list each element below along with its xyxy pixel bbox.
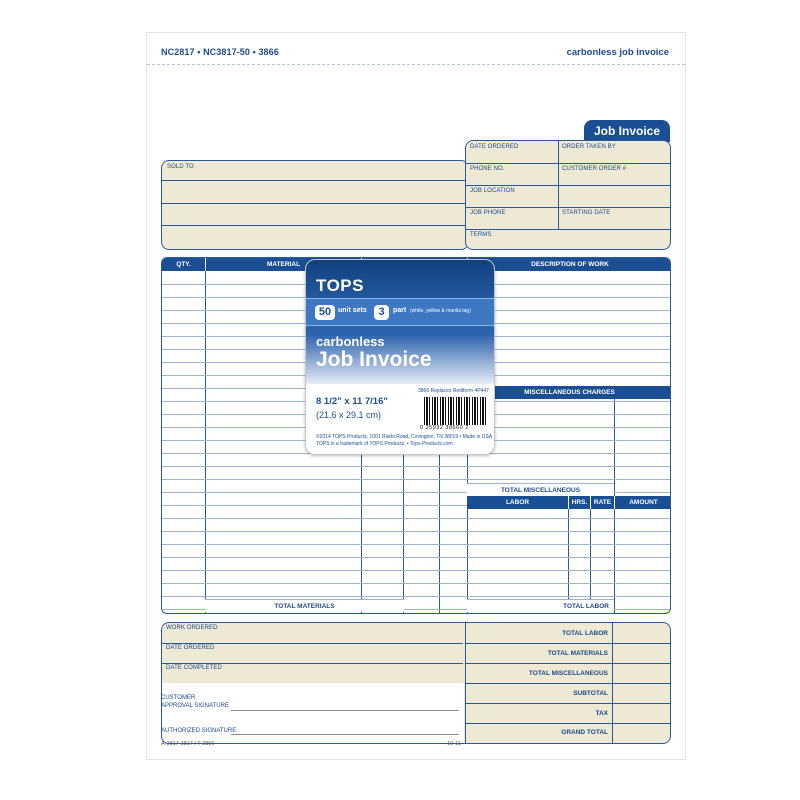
phone-no-label: PHONE NO. bbox=[470, 166, 505, 172]
total-misc-label: TOTAL MISCELLANEOUS bbox=[467, 483, 614, 496]
material-header: MATERIAL bbox=[205, 258, 361, 271]
order-info-box bbox=[465, 140, 671, 250]
total-materials-label: TOTAL MATERIALS bbox=[205, 599, 404, 612]
table-row bbox=[162, 557, 671, 558]
table-row bbox=[162, 544, 671, 545]
perforation-line bbox=[147, 64, 685, 65]
sum-total-materials: TOTAL MATERIALS bbox=[547, 650, 608, 657]
rate-header: RATE bbox=[590, 496, 614, 509]
copyright-line-2: TOPS is a trademark of TOPS Products. • Tops-Products.com bbox=[316, 441, 453, 447]
table-row bbox=[162, 466, 671, 467]
date-ordered-label: DATE ORDERED bbox=[470, 144, 519, 150]
parts-count: 3 bbox=[374, 305, 389, 320]
unit-sets-count: 50 bbox=[315, 305, 335, 320]
date-completed-label: DATE COMPLETED bbox=[166, 665, 222, 671]
table-row bbox=[162, 570, 671, 571]
starting-date-label: STARTING DATE bbox=[562, 210, 611, 216]
size-cm: (21.6 x 29.1 cm) bbox=[316, 410, 382, 420]
total-labor-label: TOTAL LABOR bbox=[467, 599, 614, 612]
sold-to-label: SOLD TO bbox=[167, 164, 194, 170]
sum-total-misc: TOTAL MISCELLANEOUS bbox=[528, 670, 608, 677]
work-ordered-label: WORK ORDERED bbox=[166, 625, 218, 631]
sum-subtotal: SUBTOTAL bbox=[573, 690, 608, 697]
terms-label: TERMS bbox=[470, 232, 492, 238]
tops-logo: TOPS bbox=[316, 276, 364, 295]
authorized-signature-label: AUTHORIZED SIGNATURE bbox=[161, 728, 237, 734]
form-title: carbonless job invoice bbox=[566, 47, 669, 58]
job-phone-label: JOB PHONE bbox=[470, 210, 506, 216]
footer-date-code: 10-11 bbox=[447, 741, 461, 747]
form-codes: NC2817 • NC3817-50 • 3866 bbox=[161, 47, 279, 57]
footer-code: A-2817-3817 / T-3866 bbox=[161, 741, 215, 747]
summary-box bbox=[161, 622, 671, 744]
product-name: Job Invoice bbox=[316, 348, 432, 371]
misc-charges-header: MISCELLANEOUS CHARGES bbox=[467, 386, 671, 399]
table-row bbox=[162, 583, 671, 584]
parts-detail: (white, yellow & manila tag) bbox=[410, 308, 471, 314]
table-row bbox=[162, 479, 671, 480]
parts-text: part bbox=[393, 307, 407, 314]
sum-total-labor: TOTAL LABOR bbox=[562, 630, 608, 637]
table-row bbox=[162, 531, 671, 532]
job-location-label: JOB LOCATION bbox=[470, 188, 515, 194]
labor-header: LABOR bbox=[467, 496, 568, 509]
hrs-header: HRS. bbox=[568, 496, 590, 509]
sold-to-box bbox=[161, 160, 469, 250]
size-inches: 8 1/2" x 11 7/16" bbox=[316, 396, 388, 407]
copyright-line-1: ©2014 TOPS Products, 1001 Rialto Road, Covington, TN 38019 • Made in USA bbox=[316, 434, 493, 440]
upc-barcode bbox=[424, 397, 486, 425]
order-taken-by-label: ORDER TAKEN BY bbox=[562, 144, 616, 150]
product-label bbox=[305, 259, 495, 455]
table-row bbox=[162, 518, 671, 519]
table-row bbox=[162, 596, 671, 597]
unit-sets-text: unit sets bbox=[338, 307, 367, 314]
amount-header: AMOUNT bbox=[614, 496, 671, 509]
barcode-digits: 0 25932 38660 2 bbox=[420, 425, 469, 431]
sum-grand-total: GRAND TOTAL bbox=[561, 729, 608, 736]
job-invoice-tab: Job Invoice bbox=[584, 120, 670, 142]
sum-tax: TAX bbox=[595, 710, 608, 717]
bottom-date-ordered-label: DATE ORDERED bbox=[166, 645, 215, 651]
description-header: DESCRIPTION OF WORK bbox=[467, 258, 671, 271]
customer-order-label: CUSTOMER ORDER # bbox=[562, 166, 627, 172]
product-line: carbonless bbox=[316, 334, 385, 349]
replaces-text: 3866 Replaces Rediform 4P447 bbox=[418, 388, 489, 394]
customer-signature-label: CUSTOMER APPROVAL SIGNATURE bbox=[161, 695, 229, 709]
qty-header: QTY. bbox=[162, 258, 205, 271]
